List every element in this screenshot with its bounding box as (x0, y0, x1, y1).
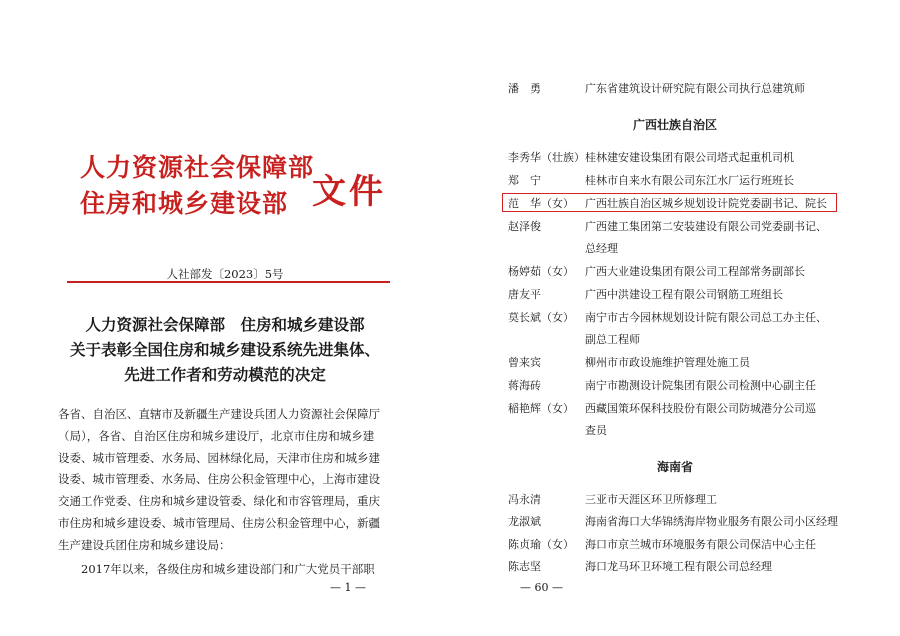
title-line: 关于表彰全国住房和城乡建设系统先进集体、 (69, 340, 380, 359)
title-line: 先进工作者和劳动模范的决定 (124, 365, 326, 384)
list-item (508, 556, 772, 578)
person-name: 稲艳辉（女） (508, 402, 574, 415)
header-line-1: 人力资源社会保障部 (80, 153, 315, 182)
recipients-line: 设委、城市管理委、水务局、住房公积金管理中心，上海市建设 (58, 472, 380, 487)
person-desc: 广西大业建设集团有限公司工程部常务副部长 (585, 265, 805, 278)
list-item (508, 375, 816, 397)
person-name: 唐友平 (508, 288, 541, 301)
title-line: 人力资源社会保障部 住房和城乡建设部 (85, 315, 365, 334)
person-desc-cont: 总经理 (585, 241, 618, 255)
person-desc: 西藏国策环保科技股份有限公司防城港分公司巡 (585, 402, 816, 415)
person-name: 冯永清 (508, 493, 541, 506)
document-header (80, 150, 386, 222)
person-name: 赵泽俊 (508, 220, 541, 233)
document-body (58, 404, 398, 580)
header-suffix: 文件 (312, 172, 386, 212)
list-item (508, 170, 794, 192)
red-divider (67, 281, 390, 283)
list-item (508, 307, 827, 346)
person-desc-cont: 副总工程师 (585, 332, 640, 346)
person-desc: 三亚市天涯区环卫所修理工 (585, 493, 717, 506)
recipients-line: 生产建设兵团住房和城乡建设局： (58, 537, 231, 552)
person-name: 曾来宾 (508, 356, 541, 369)
person-desc: 柳州市市政设施维护管理处施工员 (585, 356, 750, 369)
opening-paragraph: 2017年以来，各级住房和城乡建设部门和广大党员干部职 (81, 561, 375, 576)
region-heading: 海南省 (656, 460, 693, 474)
person-name: 蒋海砖 (508, 379, 541, 392)
page-number: — 1 — (330, 581, 366, 594)
person-desc: 广西壮族自治区城乡规划设计院党委副书记、院长 (585, 197, 827, 210)
list-item (508, 284, 783, 306)
right-page (450, 0, 900, 636)
person-name: 陈志坚 (508, 560, 541, 573)
recipients-line: （局），各省、自治区住房和城乡建设厅，北京市住房和城乡建 (58, 428, 375, 443)
list-item (508, 489, 717, 511)
person-desc-cont: 查员 (585, 423, 607, 437)
list-item (508, 398, 816, 437)
person-desc: 广西中洪建设工程有限公司钢筋工班组长 (585, 288, 783, 301)
person-desc: 南宁市古今园林规划设计院有限公司总工办主任、 (585, 311, 827, 324)
region-heading: 广西壮族自治区 (632, 118, 717, 132)
person-desc: 广东省建筑设计研究院有限公司执行总建筑师 (585, 82, 805, 95)
recipients-line: 交通工作党委、住房和城乡建设管委、绿化和市容管理局，重庆 (58, 494, 380, 509)
header-line-2: 住房和城乡建设部 (80, 189, 289, 218)
person-desc: 海口市京兰城市环境服务有限公司保洁中心主任 (585, 538, 816, 551)
person-desc: 海口龙马环卫环境工程有限公司总经理 (585, 560, 772, 573)
person-name: 潘 勇 (508, 82, 541, 95)
person-desc: 南宁市勘测设计院集团有限公司检测中心副主任 (585, 379, 816, 392)
list-item (508, 352, 750, 374)
page-number: — 60 — (520, 581, 563, 594)
person-desc: 海南省海口大华锦绣海岸物业服务有限公司小区经理 (585, 515, 838, 528)
recipients-line: 设委、城市管理委、水务局、园林绿化局，天津市住房和城乡建 (58, 450, 380, 465)
list-item (508, 147, 794, 169)
person-name: 范 华（女） (508, 197, 574, 210)
person-name: 杨婷茹（女） (508, 265, 574, 278)
person-name: 龙淑斌 (508, 515, 541, 528)
person-desc: 桂林建安建设集团有限公司塔式起重机司机 (585, 151, 794, 164)
recipients-line: 市住房和城乡建设委、城市管理局、住房公积金管理中心，新疆 (58, 515, 380, 530)
list-item (508, 216, 827, 255)
person-name: 陈贞瑜（女） (508, 538, 574, 551)
person-name: 郑 宁 (508, 174, 541, 187)
recipients-line: 各省、自治区、直辖市及新疆生产建设兵团人力资源社会保障厅 (58, 407, 380, 421)
highlight-box (502, 193, 837, 212)
person-desc: 广西建工集团第二安装建设有限公司党委副书记、 (585, 220, 827, 233)
list-item (508, 511, 838, 533)
person-name: 莫长斌（女） (508, 311, 574, 324)
document-title (0, 312, 450, 387)
list-item (508, 78, 805, 100)
list-item (508, 261, 805, 283)
person-desc: 桂林市自来水有限公司东江水厂运行班班长 (585, 174, 794, 187)
person-name: 李秀华（壮族） (508, 151, 585, 164)
list-item (508, 534, 816, 556)
document-number: 人社部发〔2023〕5号 (166, 267, 284, 281)
